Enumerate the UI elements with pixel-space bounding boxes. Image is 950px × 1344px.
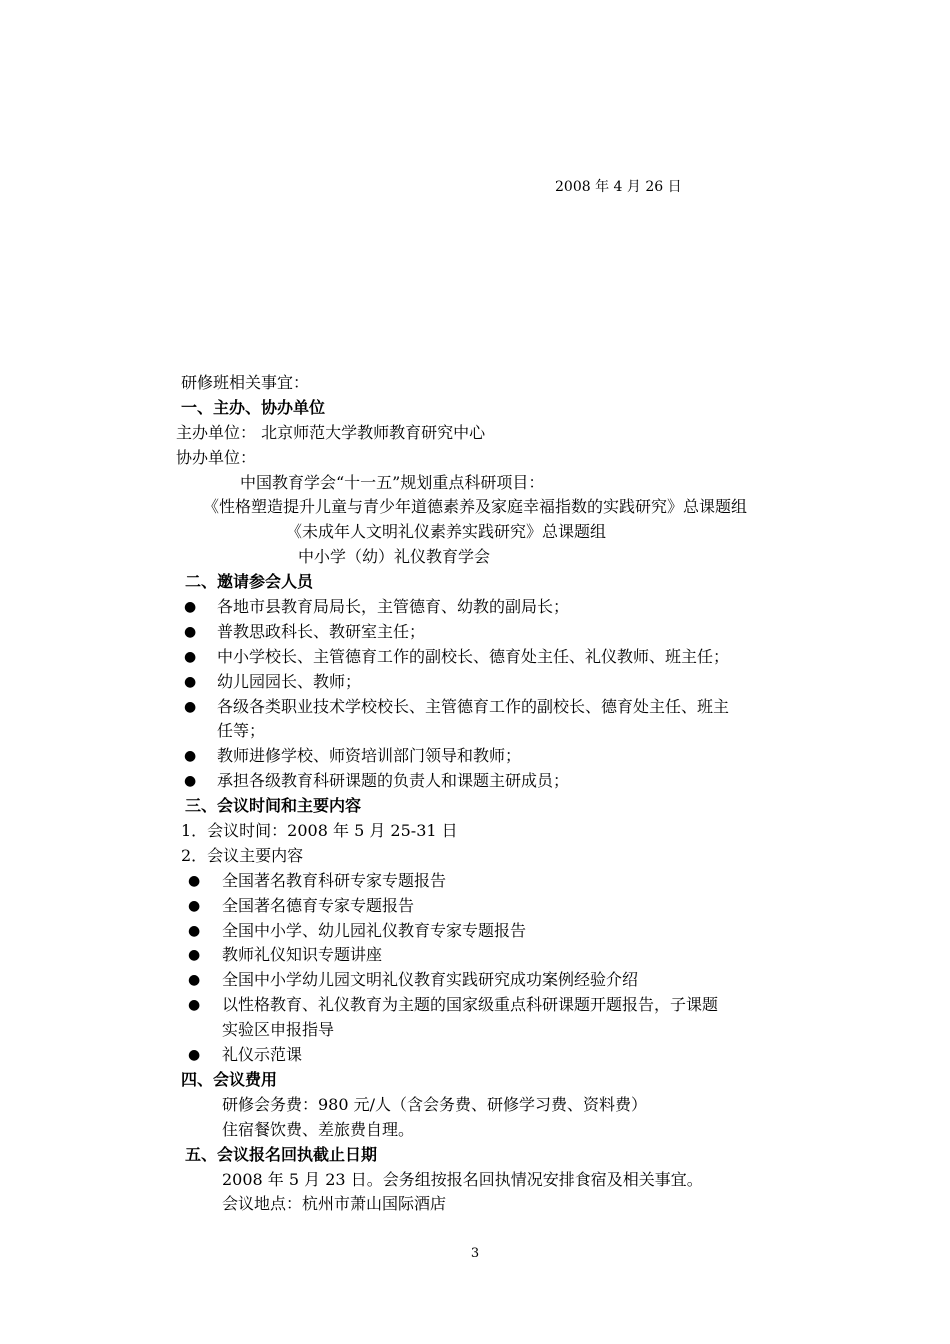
list-item [0, 645, 950, 670]
list-item [0, 894, 950, 919]
list-item-continuation [0, 719, 950, 744]
section-heading-fees: 四、会议费用 [181, 1069, 278, 1089]
list-item [0, 968, 950, 993]
list-item-text: 实验区申报指导 [222, 1020, 335, 1040]
content-label: 2．会议主要内容 [181, 845, 304, 865]
meeting-time: 1．会议时间：2008 年 5 月 25-31 日 [181, 821, 458, 841]
list-item-text: 以性格教育、礼仪教育为主题的国家级重点科研课题开题报告，子课题 [222, 995, 719, 1015]
list-item-text: 普教思政科长、教研室主任； [217, 621, 426, 641]
list-item-text: 各地市县教育局局长，主管德育、幼教的副局长； [217, 597, 570, 617]
list-item [0, 695, 950, 720]
list-item [0, 595, 950, 620]
section-heading-participants: 二、邀请参会人员 [185, 572, 314, 592]
co-organizer-label: 协办单位： [176, 447, 257, 467]
page-number: 3 [470, 1246, 480, 1261]
intro-line: 研修班相关事宜： [181, 373, 310, 392]
bullet-icon: ● [184, 773, 197, 790]
fee-line: 研修会务费：980 元/人（含会务费、研修学习费、资料费） [222, 1094, 648, 1114]
list-item [0, 744, 950, 769]
list-item [0, 919, 950, 944]
self-paid-line: 住宿餐饮费、差旅费自理。 [222, 1119, 415, 1139]
deadline-line: 2008 年 5 月 23 日。会务组按报名回执情况安排食宿及相关事宜。 [222, 1169, 703, 1189]
list-item [0, 869, 950, 894]
co-organizer-line: 《未成年人文明礼仪素养实践研究》总课题组 [286, 522, 607, 542]
bullet-icon: ● [184, 623, 197, 640]
list-item-text: 全国中小学幼儿园文明礼仪教育实践研究成功案例经验介绍 [222, 970, 639, 990]
list-item-text: 全国著名教育科研专家专题报告 [222, 870, 447, 890]
document-date: 2008 年 4 月 26 日 [555, 179, 682, 195]
section-heading-organizers: 一、主办、协办单位 [181, 397, 326, 417]
list-item [0, 769, 950, 794]
list-item-text: 教师进修学校、师资培训部门领导和教师； [217, 746, 522, 766]
bullet-icon: ● [188, 947, 201, 964]
list-item-continuation [0, 1018, 950, 1043]
list-item-text: 各级各类职业技术学校校长、主管德育工作的副校长、德育处主任、班主 [217, 696, 730, 716]
co-organizer-line: 《性格塑造提升儿童与青少年道德素养及家庭幸福指数的实践研究》总课题组 [202, 497, 747, 517]
bullet-icon: ● [188, 972, 201, 989]
list-item-text: 承担各级教育科研课题的负责人和课题主研成员； [217, 771, 570, 791]
list-item-text: 教师礼仪知识专题讲座 [222, 945, 383, 965]
bullet-icon: ● [184, 599, 197, 616]
list-item-text: 任等； [217, 721, 266, 741]
list-item [0, 670, 950, 695]
bullet-icon: ● [184, 698, 197, 715]
list-item [0, 993, 950, 1018]
list-item-text: 全国中小学、幼儿园礼仪教育专家专题报告 [222, 920, 527, 940]
host-organizer: 主办单位： 北京师范大学教师教育研究中心 [176, 422, 486, 442]
list-item [0, 1043, 950, 1068]
co-organizer-line: 中国教育学会“十一五”规划重点科研项目： [240, 472, 545, 492]
section-heading-schedule: 三、会议时间和主要内容 [185, 796, 362, 816]
section-heading-deadline: 五、会议报名回执截止日期 [185, 1144, 378, 1164]
bullet-icon: ● [188, 997, 201, 1014]
bullet-icon: ● [188, 872, 201, 889]
list-item [0, 943, 950, 968]
bullet-icon: ● [184, 748, 197, 765]
bullet-icon: ● [184, 673, 197, 690]
venue-line: 会议地点：杭州市萧山国际酒店 [222, 1194, 447, 1214]
list-item-text: 全国著名德育专家专题报告 [222, 895, 415, 915]
bullet-icon: ● [188, 922, 201, 939]
bullet-icon: ● [188, 897, 201, 914]
list-item-text: 礼仪示范课 [222, 1045, 303, 1065]
bullet-icon: ● [188, 1047, 201, 1064]
co-organizer-line: 中小学（幼）礼仪教育学会 [298, 547, 491, 567]
list-item-text: 幼儿园园长、教师； [217, 671, 362, 691]
bullet-icon: ● [184, 648, 197, 665]
list-item-text: 中小学校长、主管德育工作的副校长、德育处主任、礼仪教师、班主任； [217, 646, 730, 666]
list-item [0, 620, 950, 645]
document-body [0, 371, 950, 1217]
